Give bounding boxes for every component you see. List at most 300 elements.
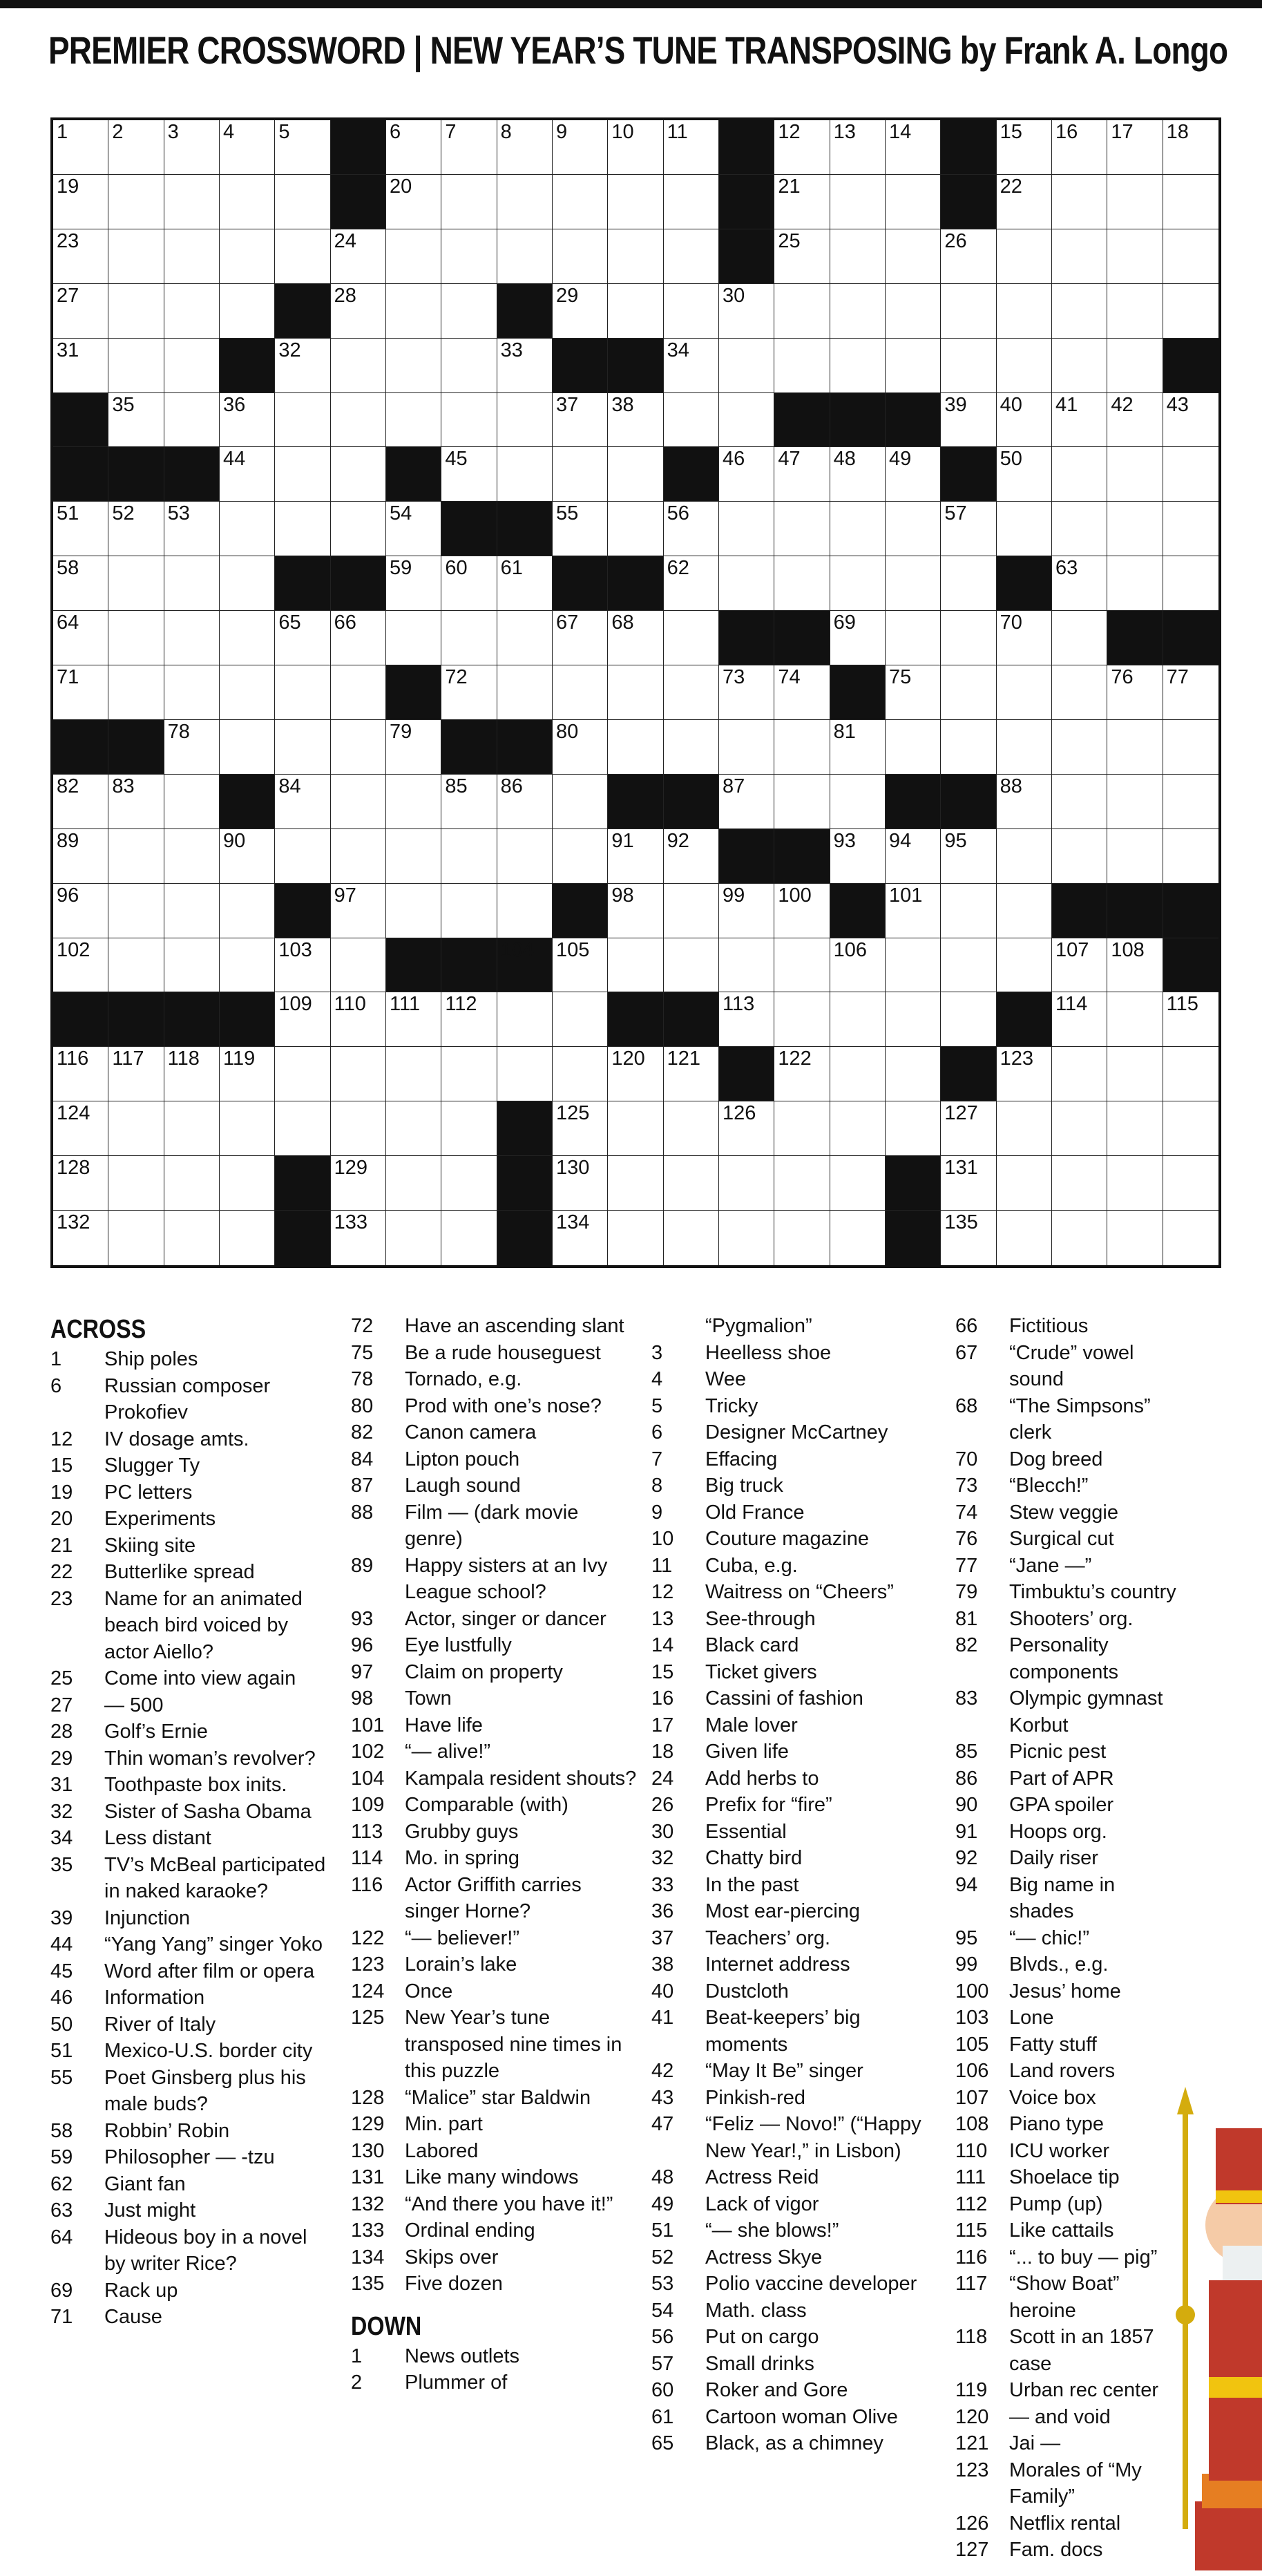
- grid-cell[interactable]: [997, 393, 1052, 448]
- grid-cell[interactable]: [830, 1211, 886, 1265]
- grid-cell[interactable]: [553, 120, 608, 175]
- grid-cell[interactable]: [664, 339, 719, 393]
- grid-cell[interactable]: [220, 556, 275, 611]
- grid-cell[interactable]: [220, 120, 275, 175]
- grid-cell[interactable]: [441, 1211, 497, 1265]
- grid-cell[interactable]: [275, 938, 330, 993]
- grid-cell[interactable]: [997, 720, 1052, 775]
- grid-cell[interactable]: [108, 284, 164, 339]
- grid-cell[interactable]: [941, 1156, 996, 1211]
- grid-cell[interactable]: [830, 775, 886, 829]
- grid-cell[interactable]: [275, 1047, 330, 1101]
- grid-cell[interactable]: [1052, 1211, 1107, 1265]
- grid-cell[interactable]: [53, 120, 108, 175]
- grid-cell[interactable]: [1107, 1211, 1163, 1265]
- grid-cell[interactable]: [164, 1156, 220, 1211]
- grid-cell[interactable]: [941, 665, 996, 720]
- grid-cell[interactable]: [1052, 339, 1107, 393]
- grid-cell[interactable]: [441, 611, 497, 665]
- grid-cell[interactable]: [553, 720, 608, 775]
- grid-cell[interactable]: [886, 120, 941, 175]
- grid-cell[interactable]: [719, 992, 774, 1047]
- grid-cell[interactable]: [1107, 393, 1163, 448]
- grid-cell[interactable]: [830, 992, 886, 1047]
- grid-cell[interactable]: [997, 884, 1052, 938]
- grid-cell[interactable]: [1163, 229, 1218, 284]
- grid-cell[interactable]: [1107, 665, 1163, 720]
- grid-cell[interactable]: [608, 1101, 663, 1156]
- grid-cell[interactable]: [497, 665, 553, 720]
- grid-cell[interactable]: [53, 884, 108, 938]
- grid-cell[interactable]: [331, 1211, 386, 1265]
- grid-cell[interactable]: [886, 992, 941, 1047]
- grid-cell[interactable]: [164, 556, 220, 611]
- grid-cell[interactable]: [53, 556, 108, 611]
- grid-cell[interactable]: [553, 284, 608, 339]
- grid-cell[interactable]: [108, 1101, 164, 1156]
- grid-cell[interactable]: [441, 229, 497, 284]
- grid-cell[interactable]: [1107, 229, 1163, 284]
- grid-cell[interactable]: [941, 1101, 996, 1156]
- grid-cell[interactable]: [386, 611, 441, 665]
- grid-cell[interactable]: [553, 502, 608, 556]
- grid-cell[interactable]: [997, 1047, 1052, 1101]
- grid-cell[interactable]: [53, 1211, 108, 1265]
- grid-cell[interactable]: [941, 720, 996, 775]
- grid-cell[interactable]: [1052, 447, 1107, 502]
- grid-cell[interactable]: [941, 938, 996, 993]
- grid-cell[interactable]: [1163, 284, 1218, 339]
- grid-cell[interactable]: [886, 502, 941, 556]
- grid-cell[interactable]: [608, 884, 663, 938]
- grid-cell[interactable]: [386, 829, 441, 884]
- grid-cell[interactable]: [1107, 175, 1163, 229]
- grid-cell[interactable]: [830, 829, 886, 884]
- grid-cell[interactable]: [1107, 720, 1163, 775]
- grid-cell[interactable]: [164, 884, 220, 938]
- grid-cell[interactable]: [53, 339, 108, 393]
- crossword-grid[interactable]: [50, 117, 1221, 1268]
- grid-cell[interactable]: [108, 120, 164, 175]
- grid-cell[interactable]: [331, 775, 386, 829]
- grid-cell[interactable]: [53, 775, 108, 829]
- grid-cell[interactable]: [830, 502, 886, 556]
- grid-cell[interactable]: [830, 339, 886, 393]
- grid-cell[interactable]: [830, 1156, 886, 1211]
- grid-cell[interactable]: [497, 175, 553, 229]
- grid-cell[interactable]: [386, 229, 441, 284]
- grid-cell[interactable]: [774, 1211, 830, 1265]
- grid-cell[interactable]: [1163, 720, 1218, 775]
- grid-cell[interactable]: [664, 229, 719, 284]
- grid-cell[interactable]: [275, 992, 330, 1047]
- grid-cell[interactable]: [164, 175, 220, 229]
- grid-cell[interactable]: [331, 938, 386, 993]
- grid-cell[interactable]: [719, 884, 774, 938]
- grid-cell[interactable]: [220, 611, 275, 665]
- grid-cell[interactable]: [497, 992, 553, 1047]
- grid-cell[interactable]: [774, 720, 830, 775]
- grid-cell[interactable]: [774, 556, 830, 611]
- grid-cell[interactable]: [664, 938, 719, 993]
- grid-cell[interactable]: [331, 992, 386, 1047]
- grid-cell[interactable]: [608, 1156, 663, 1211]
- grid-cell[interactable]: [220, 720, 275, 775]
- grid-cell[interactable]: [275, 720, 330, 775]
- grid-cell[interactable]: [331, 1101, 386, 1156]
- grid-cell[interactable]: [830, 229, 886, 284]
- grid-cell[interactable]: [108, 884, 164, 938]
- grid-cell[interactable]: [331, 339, 386, 393]
- grid-cell[interactable]: [331, 502, 386, 556]
- grid-cell[interactable]: [164, 720, 220, 775]
- grid-cell[interactable]: [774, 502, 830, 556]
- grid-cell[interactable]: [53, 1156, 108, 1211]
- grid-cell[interactable]: [1052, 1156, 1107, 1211]
- grid-cell[interactable]: [53, 665, 108, 720]
- grid-cell[interactable]: [108, 175, 164, 229]
- grid-cell[interactable]: [608, 284, 663, 339]
- grid-cell[interactable]: [941, 1211, 996, 1265]
- grid-cell[interactable]: [1052, 775, 1107, 829]
- grid-cell[interactable]: [719, 1101, 774, 1156]
- grid-cell[interactable]: [1107, 775, 1163, 829]
- grid-cell[interactable]: [53, 284, 108, 339]
- grid-cell[interactable]: [220, 1047, 275, 1101]
- grid-cell[interactable]: [108, 229, 164, 284]
- grid-cell[interactable]: [220, 1101, 275, 1156]
- grid-cell[interactable]: [1052, 556, 1107, 611]
- grid-cell[interactable]: [386, 393, 441, 448]
- grid-cell[interactable]: [1052, 229, 1107, 284]
- grid-cell[interactable]: [497, 556, 553, 611]
- grid-cell[interactable]: [441, 284, 497, 339]
- grid-cell[interactable]: [1052, 992, 1107, 1047]
- grid-cell[interactable]: [553, 393, 608, 448]
- grid-cell[interactable]: [608, 175, 663, 229]
- grid-cell[interactable]: [386, 120, 441, 175]
- grid-cell[interactable]: [830, 175, 886, 229]
- grid-cell[interactable]: [774, 1156, 830, 1211]
- grid-cell[interactable]: [1052, 720, 1107, 775]
- grid-cell[interactable]: [830, 1047, 886, 1101]
- grid-cell[interactable]: [331, 611, 386, 665]
- grid-cell[interactable]: [553, 829, 608, 884]
- grid-cell[interactable]: [719, 393, 774, 448]
- grid-cell[interactable]: [997, 175, 1052, 229]
- grid-cell[interactable]: [164, 120, 220, 175]
- grid-cell[interactable]: [386, 884, 441, 938]
- grid-cell[interactable]: [1052, 175, 1107, 229]
- grid-cell[interactable]: [53, 502, 108, 556]
- grid-cell[interactable]: [386, 556, 441, 611]
- grid-cell[interactable]: [331, 720, 386, 775]
- grid-cell[interactable]: [830, 120, 886, 175]
- grid-cell[interactable]: [997, 120, 1052, 175]
- grid-cell[interactable]: [997, 775, 1052, 829]
- grid-cell[interactable]: [53, 938, 108, 993]
- grid-cell[interactable]: [386, 775, 441, 829]
- grid-cell[interactable]: [53, 829, 108, 884]
- grid-cell[interactable]: [441, 1101, 497, 1156]
- grid-cell[interactable]: [497, 339, 553, 393]
- grid-cell[interactable]: [664, 884, 719, 938]
- grid-cell[interactable]: [1163, 829, 1218, 884]
- grid-cell[interactable]: [553, 938, 608, 993]
- grid-cell[interactable]: [997, 665, 1052, 720]
- grid-cell[interactable]: [719, 665, 774, 720]
- grid-cell[interactable]: [497, 611, 553, 665]
- grid-cell[interactable]: [53, 611, 108, 665]
- grid-cell[interactable]: [275, 611, 330, 665]
- grid-cell[interactable]: [1107, 502, 1163, 556]
- grid-cell[interactable]: [220, 447, 275, 502]
- grid-cell[interactable]: [1052, 284, 1107, 339]
- grid-cell[interactable]: [164, 1047, 220, 1101]
- grid-cell[interactable]: [997, 1101, 1052, 1156]
- grid-cell[interactable]: [386, 1156, 441, 1211]
- grid-cell[interactable]: [164, 665, 220, 720]
- grid-cell[interactable]: [164, 1101, 220, 1156]
- grid-cell[interactable]: [164, 502, 220, 556]
- grid-cell[interactable]: [108, 393, 164, 448]
- grid-cell[interactable]: [108, 938, 164, 993]
- grid-cell[interactable]: [941, 611, 996, 665]
- grid-cell[interactable]: [830, 284, 886, 339]
- grid-cell[interactable]: [941, 992, 996, 1047]
- grid-cell[interactable]: [830, 720, 886, 775]
- grid-cell[interactable]: [441, 1047, 497, 1101]
- grid-cell[interactable]: [608, 120, 663, 175]
- grid-cell[interactable]: [108, 1211, 164, 1265]
- grid-cell[interactable]: [164, 1211, 220, 1265]
- grid-cell[interactable]: [386, 502, 441, 556]
- grid-cell[interactable]: [441, 393, 497, 448]
- grid-cell[interactable]: [830, 556, 886, 611]
- grid-cell[interactable]: [220, 884, 275, 938]
- grid-cell[interactable]: [608, 829, 663, 884]
- grid-cell[interactable]: [1163, 1101, 1218, 1156]
- grid-cell[interactable]: [1052, 665, 1107, 720]
- grid-cell[interactable]: [53, 175, 108, 229]
- grid-cell[interactable]: [774, 175, 830, 229]
- grid-cell[interactable]: [331, 829, 386, 884]
- grid-cell[interactable]: [497, 1047, 553, 1101]
- grid-cell[interactable]: [108, 556, 164, 611]
- grid-cell[interactable]: [553, 1156, 608, 1211]
- grid-cell[interactable]: [941, 284, 996, 339]
- grid-cell[interactable]: [664, 175, 719, 229]
- grid-cell[interactable]: [886, 284, 941, 339]
- grid-cell[interactable]: [941, 884, 996, 938]
- grid-cell[interactable]: [386, 992, 441, 1047]
- grid-cell[interactable]: [553, 447, 608, 502]
- grid-cell[interactable]: [108, 775, 164, 829]
- grid-cell[interactable]: [1052, 1047, 1107, 1101]
- grid-cell[interactable]: [886, 720, 941, 775]
- grid-cell[interactable]: [1163, 120, 1218, 175]
- grid-cell[interactable]: [1163, 447, 1218, 502]
- grid-cell[interactable]: [719, 1156, 774, 1211]
- grid-cell[interactable]: [774, 1047, 830, 1101]
- grid-cell[interactable]: [830, 447, 886, 502]
- grid-cell[interactable]: [1052, 502, 1107, 556]
- grid-cell[interactable]: [608, 938, 663, 993]
- grid-cell[interactable]: [108, 1156, 164, 1211]
- grid-cell[interactable]: [220, 284, 275, 339]
- grid-cell[interactable]: [719, 447, 774, 502]
- grid-cell[interactable]: [441, 447, 497, 502]
- grid-cell[interactable]: [886, 1101, 941, 1156]
- grid-cell[interactable]: [997, 447, 1052, 502]
- grid-cell[interactable]: [275, 120, 330, 175]
- grid-cell[interactable]: [386, 1211, 441, 1265]
- grid-cell[interactable]: [719, 556, 774, 611]
- grid-cell[interactable]: [886, 938, 941, 993]
- grid-cell[interactable]: [1107, 339, 1163, 393]
- grid-cell[interactable]: [331, 393, 386, 448]
- grid-cell[interactable]: [1107, 992, 1163, 1047]
- grid-cell[interactable]: [774, 992, 830, 1047]
- grid-cell[interactable]: [608, 229, 663, 284]
- grid-cell[interactable]: [941, 229, 996, 284]
- grid-cell[interactable]: [1052, 829, 1107, 884]
- grid-cell[interactable]: [774, 229, 830, 284]
- grid-cell[interactable]: [441, 665, 497, 720]
- grid-cell[interactable]: [1163, 1211, 1218, 1265]
- grid-cell[interactable]: [275, 175, 330, 229]
- grid-cell[interactable]: [1107, 1156, 1163, 1211]
- grid-cell[interactable]: [774, 1101, 830, 1156]
- grid-cell[interactable]: [553, 611, 608, 665]
- grid-cell[interactable]: [774, 120, 830, 175]
- grid-cell[interactable]: [331, 665, 386, 720]
- grid-cell[interactable]: [774, 665, 830, 720]
- grid-cell[interactable]: [497, 393, 553, 448]
- grid-cell[interactable]: [664, 611, 719, 665]
- grid-cell[interactable]: [608, 665, 663, 720]
- grid-cell[interactable]: [441, 1156, 497, 1211]
- grid-cell[interactable]: [275, 775, 330, 829]
- grid-cell[interactable]: [719, 339, 774, 393]
- grid-cell[interactable]: [664, 284, 719, 339]
- grid-cell[interactable]: [774, 775, 830, 829]
- grid-cell[interactable]: [664, 502, 719, 556]
- grid-cell[interactable]: [275, 665, 330, 720]
- grid-cell[interactable]: [441, 775, 497, 829]
- grid-cell[interactable]: [1163, 556, 1218, 611]
- grid-cell[interactable]: [886, 229, 941, 284]
- grid-cell[interactable]: [497, 447, 553, 502]
- grid-cell[interactable]: [664, 120, 719, 175]
- grid-cell[interactable]: [1107, 447, 1163, 502]
- grid-cell[interactable]: [608, 393, 663, 448]
- grid-cell[interactable]: [441, 120, 497, 175]
- grid-cell[interactable]: [164, 393, 220, 448]
- grid-cell[interactable]: [941, 502, 996, 556]
- grid-cell[interactable]: [774, 284, 830, 339]
- grid-cell[interactable]: [108, 829, 164, 884]
- grid-cell[interactable]: [719, 502, 774, 556]
- grid-cell[interactable]: [608, 1211, 663, 1265]
- grid-cell[interactable]: [331, 1156, 386, 1211]
- grid-cell[interactable]: [220, 938, 275, 993]
- grid-cell[interactable]: [441, 884, 497, 938]
- grid-cell[interactable]: [886, 447, 941, 502]
- grid-cell[interactable]: [553, 1211, 608, 1265]
- grid-cell[interactable]: [886, 611, 941, 665]
- grid-cell[interactable]: [997, 502, 1052, 556]
- grid-cell[interactable]: [997, 339, 1052, 393]
- grid-cell[interactable]: [441, 175, 497, 229]
- grid-cell[interactable]: [886, 884, 941, 938]
- grid-cell[interactable]: [719, 1211, 774, 1265]
- grid-cell[interactable]: [553, 1101, 608, 1156]
- grid-cell[interactable]: [275, 339, 330, 393]
- grid-cell[interactable]: [886, 829, 941, 884]
- grid-cell[interactable]: [497, 829, 553, 884]
- grid-cell[interactable]: [664, 829, 719, 884]
- grid-cell[interactable]: [220, 1211, 275, 1265]
- grid-cell[interactable]: [997, 284, 1052, 339]
- grid-cell[interactable]: [1052, 1101, 1107, 1156]
- grid-cell[interactable]: [664, 556, 719, 611]
- grid-cell[interactable]: [1052, 611, 1107, 665]
- grid-cell[interactable]: [664, 665, 719, 720]
- grid-cell[interactable]: [108, 502, 164, 556]
- grid-cell[interactable]: [108, 339, 164, 393]
- grid-cell[interactable]: [664, 1156, 719, 1211]
- grid-cell[interactable]: [1052, 938, 1107, 993]
- grid-cell[interactable]: [1107, 284, 1163, 339]
- grid-cell[interactable]: [553, 175, 608, 229]
- grid-cell[interactable]: [1052, 393, 1107, 448]
- grid-cell[interactable]: [220, 393, 275, 448]
- grid-cell[interactable]: [664, 1047, 719, 1101]
- grid-cell[interactable]: [108, 611, 164, 665]
- grid-cell[interactable]: [164, 938, 220, 993]
- grid-cell[interactable]: [774, 339, 830, 393]
- grid-cell[interactable]: [386, 284, 441, 339]
- grid-cell[interactable]: [220, 829, 275, 884]
- grid-cell[interactable]: [608, 720, 663, 775]
- grid-cell[interactable]: [553, 665, 608, 720]
- grid-cell[interactable]: [220, 1156, 275, 1211]
- grid-cell[interactable]: [1163, 665, 1218, 720]
- grid-cell[interactable]: [941, 829, 996, 884]
- grid-cell[interactable]: [220, 175, 275, 229]
- grid-cell[interactable]: [331, 284, 386, 339]
- grid-cell[interactable]: [886, 665, 941, 720]
- grid-cell[interactable]: [719, 720, 774, 775]
- grid-cell[interactable]: [497, 775, 553, 829]
- grid-cell[interactable]: [941, 556, 996, 611]
- grid-cell[interactable]: [1163, 393, 1218, 448]
- grid-cell[interactable]: [386, 339, 441, 393]
- grid-cell[interactable]: [331, 447, 386, 502]
- grid-cell[interactable]: [164, 284, 220, 339]
- grid-cell[interactable]: [608, 1047, 663, 1101]
- grid-cell[interactable]: [164, 339, 220, 393]
- grid-cell[interactable]: [941, 339, 996, 393]
- grid-cell[interactable]: [830, 611, 886, 665]
- grid-cell[interactable]: [608, 447, 663, 502]
- grid-cell[interactable]: [719, 938, 774, 993]
- grid-cell[interactable]: [1107, 1101, 1163, 1156]
- grid-cell[interactable]: [497, 229, 553, 284]
- grid-cell[interactable]: [997, 1211, 1052, 1265]
- grid-cell[interactable]: [220, 665, 275, 720]
